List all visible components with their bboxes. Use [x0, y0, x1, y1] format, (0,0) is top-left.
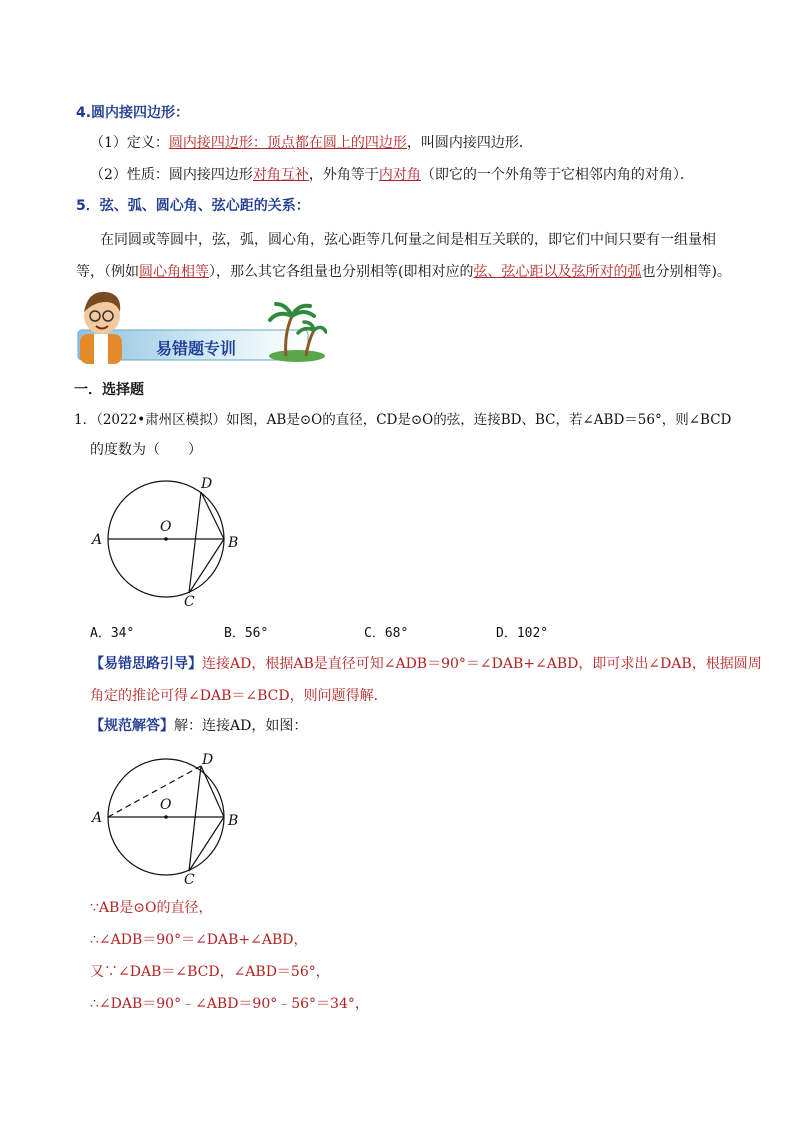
segment-bd-2: [201, 766, 224, 817]
solution-figure: [88, 752, 248, 887]
line2-b: ），那么其它各组量也分别相等(即相对应的: [209, 264, 474, 280]
q1-stem-line2: 的度数为（ ）: [90, 442, 202, 458]
def-suffix: ，叫圆内接四边形．: [406, 135, 533, 151]
hint-text-1: 连接AD，根据AB是直径可知∠ADB＝90°＝∠DAB+∠ABD，即可求出∠DAB，根据圆周: [202, 656, 762, 672]
prop-highlight-1: 对角互补: [252, 167, 309, 183]
line2-c: 也分别相等)。: [641, 264, 731, 280]
solution-intro-text: 解：连接AD，如图：: [174, 718, 308, 734]
label-c-2: C: [184, 872, 195, 887]
label-o-2: O: [160, 797, 172, 813]
def-highlight: 圆内接四边形：顶点都在圆上的四边形: [168, 135, 407, 151]
prop-prefix: （2）性质：圆内接四边形: [90, 167, 253, 183]
option-c[interactable]: C．68°: [364, 626, 409, 641]
solution-step-3: 又∵∠DAB＝∠BCD，∠ABD＝56°，: [90, 964, 330, 980]
label-d: D: [201, 476, 213, 492]
segment-ad-dashed: [108, 766, 201, 817]
option-a[interactable]: A．34°: [90, 626, 135, 641]
label-a: A: [92, 532, 103, 548]
section4-property: [90, 165, 694, 185]
label-d-2: D: [202, 752, 214, 768]
q1-hint-line1: [90, 654, 762, 674]
prop-highlight-2: 内对角: [378, 167, 421, 183]
line2-a: 等，（例如: [76, 264, 139, 280]
segment-bd: [201, 492, 224, 539]
center-point-2: [164, 815, 168, 819]
section4-definition: [90, 133, 533, 153]
banner-title: 易错题专训: [156, 339, 237, 358]
line2-highlight-1: 圆心角相等: [139, 264, 209, 280]
label-c: C: [184, 594, 195, 609]
q1-solution-intro: [90, 716, 307, 736]
label-o: O: [160, 519, 172, 535]
line2-highlight-2: 弦、弦心距以及弦所对的弧: [473, 264, 642, 280]
banner: [72, 286, 327, 366]
section5-line2: [76, 262, 731, 282]
label-b-2: B: [228, 813, 239, 829]
solution-tag: 【规范解答】: [90, 718, 174, 734]
label-b: B: [228, 535, 239, 551]
part1-heading: 一．选择题: [74, 382, 144, 398]
solution-step-2: ∴∠ADB＝90°＝∠DAB+∠ABD，: [90, 932, 308, 948]
option-b[interactable]: B．56°: [224, 626, 269, 641]
section5-line1: 在同圆或等圆中，弦，弧，圆心角，弦心距等几何量之间是相互关联的，即它们中间只要有一组量相: [100, 232, 716, 248]
q1-figure: [88, 474, 248, 609]
prop-suffix: （即它的一个外角等于它相邻内角的对角）．: [420, 167, 694, 183]
q1-hint-line2: 角定的推论可得∠DAB＝∠BCD，则问题得解．: [90, 688, 388, 704]
def-prefix: （1）定义：: [90, 135, 169, 151]
section4-heading: 4.圆内接四边形：: [76, 105, 190, 121]
solution-step-1: ∵AB是⊙O的直径，: [90, 900, 213, 916]
section5-heading: 5．弦、弧、圆心角、弦心距的关系：: [76, 198, 310, 214]
label-a-2: A: [92, 810, 103, 826]
solution-step-4: ∴∠DAB＝90°﹣∠ABD＝90°﹣56°＝34°，: [90, 996, 369, 1012]
hint-tag: 【易错思路引导】: [90, 656, 202, 672]
teacher-avatar-icon: [80, 292, 122, 364]
option-d[interactable]: D．102°: [496, 626, 549, 641]
prop-mid: ，外角等于: [308, 167, 379, 183]
q1-stem-line1: 1．（2022•肃州区模拟）如图，AB是⊙O的直径，CD是⊙O的弦，连接BD、BC，若∠ABD＝56°，则∠BCD: [74, 412, 732, 428]
center-point: [164, 537, 168, 541]
